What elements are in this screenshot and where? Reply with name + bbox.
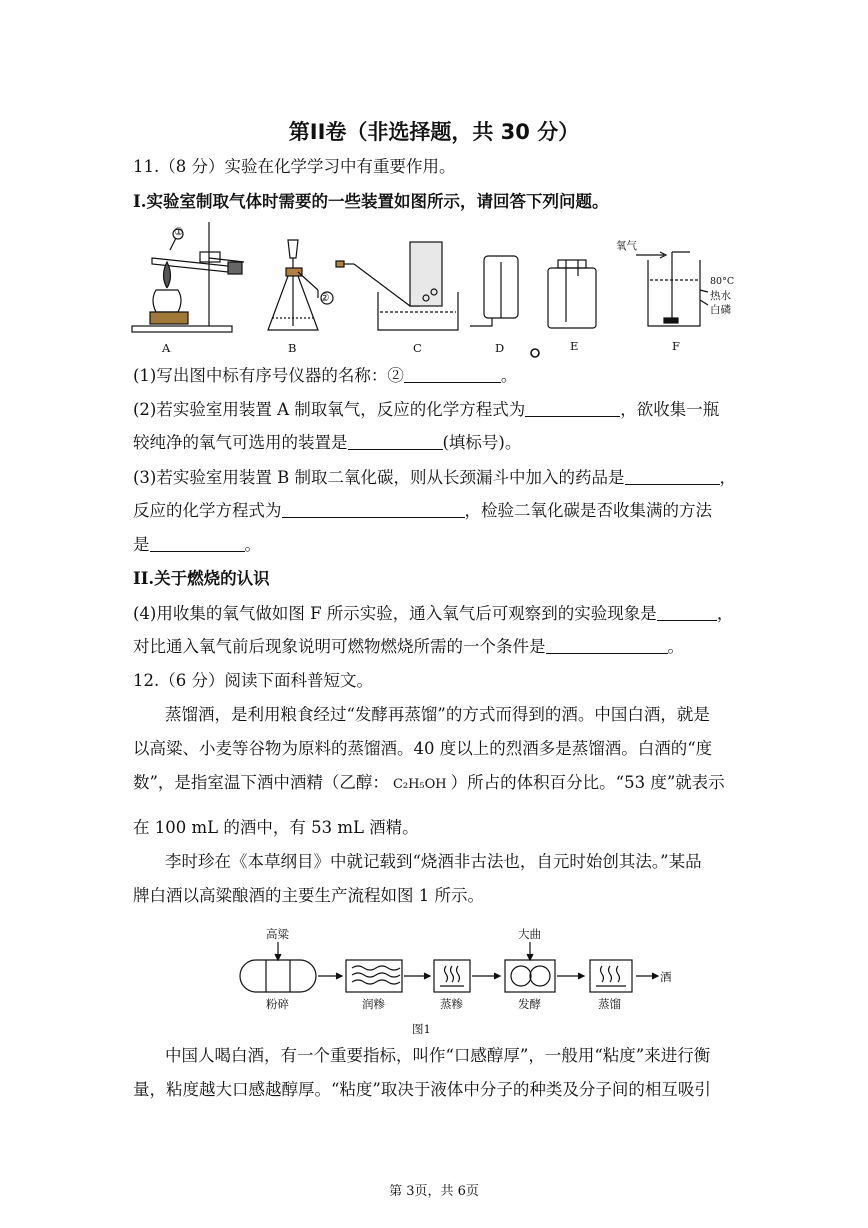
q11-3-line3: 是 。 bbox=[133, 535, 261, 554]
apparatus-label-b: B bbox=[288, 341, 297, 355]
q11-intro: 11.（8 分）实验在化学学习中有重要作用。 bbox=[133, 157, 456, 176]
q11-2-line1: (2)若实验室用装置 A 制取氧气，反应的化学方程式为 ，欲收集一瓶 bbox=[133, 400, 720, 419]
flow-step-moisten: 润糁 bbox=[362, 997, 385, 1011]
q11-1: (1)写出图中标有序号仪器的名称：② 。 bbox=[133, 366, 518, 385]
q12-intro: 12.（6 分）阅读下面科普短文。 bbox=[133, 671, 373, 690]
q12-p3-l1: 中国人喝白酒，有一个重要指标，叫作“口感醇厚”，一般用“粘度”来进行衡 bbox=[165, 1046, 711, 1065]
flow-step-steam: 蒸糁 bbox=[440, 997, 463, 1011]
flow-input-daqu: 大曲 bbox=[518, 927, 541, 941]
section-title: 第II卷（非选择题，共 30 分） bbox=[288, 120, 580, 144]
q12-p1-l4: 在 100 mL 的酒中，有 53 mL 酒精。 bbox=[133, 818, 419, 837]
apparatus-label-c: C bbox=[413, 341, 422, 355]
q11-4-line2: 对比通入氧气前后现象说明可燃物燃烧所需的一个条件是 。 bbox=[133, 637, 684, 656]
q12-p2-l2: 牌白酒以高粱酿酒的主要生产流程如图 1 所示。 bbox=[133, 886, 484, 905]
q12-p2-l1: 李时珍在《本草纲目》中就记载到“烧酒非古法也，自元时始创其法。”某品 bbox=[165, 852, 702, 871]
q12-p3-l2: 量，粘度越大口感越醇厚。“粘度”取决于液体中分子的种类及分子间的相互吸引 bbox=[133, 1080, 711, 1099]
marker-2: ② bbox=[320, 292, 330, 304]
flow-step-distill: 蒸馏 bbox=[598, 997, 621, 1011]
flow-input-sorghum: 高粱 bbox=[266, 927, 289, 941]
flow-step-crush: 粉碎 bbox=[266, 997, 289, 1011]
f-label-white-p: 白磷 bbox=[710, 304, 731, 316]
apparatus-label-f: F bbox=[672, 339, 680, 353]
flow-step-ferment: 发酵 bbox=[518, 997, 541, 1011]
apparatus-label-d: D bbox=[495, 341, 505, 355]
flow-caption: 图1 bbox=[412, 1022, 431, 1036]
marker-1: ① bbox=[174, 226, 184, 238]
apparatus-label-a: A bbox=[162, 341, 171, 355]
f-label-temp: 80°C bbox=[710, 276, 735, 287]
q12-p1-l2: 以高粱、小麦等谷物为原料的蒸馏酒。40 度以上的烈酒多是蒸馏酒。白酒的“度 bbox=[133, 739, 713, 758]
f-label-hot-water: 热水 bbox=[710, 290, 731, 302]
flow-output: 酒 bbox=[660, 970, 672, 984]
f-label-oxygen: 氧气 bbox=[616, 240, 637, 252]
q11-3-line1: (3)若实验室用装置 B 制取二氧化碳，则从长颈漏斗中加入的药品是 ， bbox=[133, 468, 736, 487]
q11-part1-heading: I.实验室制取气体时需要的一些装置如图所示，请回答下列问题。 bbox=[133, 192, 609, 211]
q11-4-line1: (4)用收集的氧气做如图 F 所示实验，通入氧气后可观察到的实验现象是 ， bbox=[133, 604, 734, 623]
q12-p1-l3: 数”，是指室温下酒中酒精（乙醇： C₂H₅OH ）所占的体积百分比。“53 度”就表示 bbox=[133, 773, 725, 792]
ethanol-formula: C₂H₅OH bbox=[392, 777, 447, 792]
q12-p1-l1: 蒸馏酒，是利用粮食经过“发酵再蒸馏”的方式而得到的酒。中国白酒，就是 bbox=[165, 705, 710, 724]
q11-2-line2: 较纯净的氧气可选用的装置是 (填标号)。 bbox=[133, 433, 522, 452]
apparatus-label-e: E bbox=[570, 339, 579, 353]
q11-3-line2: 反应的化学方程式为 ，检验二氧化碳是否收集满的方法 bbox=[133, 501, 712, 520]
q11-part2-heading: II.关于燃烧的认识 bbox=[133, 569, 270, 588]
page-footer: 第 3页，共 6页 bbox=[389, 1184, 479, 1199]
